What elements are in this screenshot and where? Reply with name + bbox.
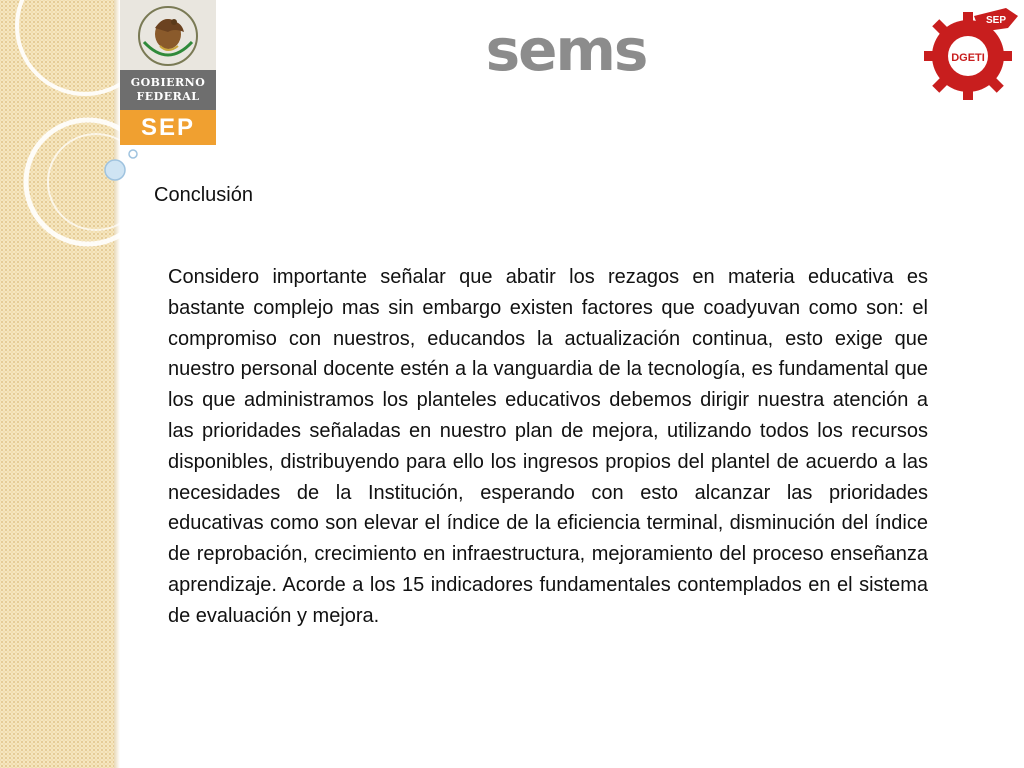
gov-line1: GOBIERNO: [130, 76, 206, 89]
sems-logo-text: sems: [485, 16, 647, 84]
gov-line2: FEDERAL: [136, 90, 200, 103]
conclusion-paragraph: Considero importante señalar que abatir los rezagos en materia educativa es bastante complejo mas sin embargo existen factores que coadyuvan como son: el compromiso con nuestros, educandos la actualización continua, esto exige que nuestro personal docente estén a la vanguardia de la tecnología, es fundamental que los que administramos los planteles educativos debemos dirigir nuestra atención a las prioridades señaladas en nuestro plan de mejora, utilizando todos los recursos disponibles, distribuyendo para ello los ingresos propios del plantel de acuerdo a las necesidades de la Institución, esperando con esto alcanzar las prioridades educativas como son elevar el índice de la eficiencia terminal, disminución del índice de reprobación, crecimiento en infraestructura, mejoramiento del proceso enseñanza aprendizaje. Acorde a los 15 indicadores fundamentales contemplados en el sistema de evaluación y mejora.: [168, 266, 928, 627]
dgeti-badge: SEP: [985, 15, 1007, 26]
dgeti-gear-logo: [918, 2, 1022, 106]
gobierno-federal-sep-logo: [120, 0, 216, 145]
dgeti-letters: DGETI: [951, 52, 985, 64]
deco-ring-inner: [48, 134, 144, 230]
sep-label: SEP: [120, 110, 216, 145]
slide-title: Conclusión: [154, 184, 253, 206]
sems-logo: [474, 18, 658, 82]
mexican-eagle-seal-icon: [134, 2, 202, 68]
deco-bubble-large: [105, 160, 125, 180]
gobierno-federal-band: [120, 70, 216, 110]
deco-bubble-small: [129, 150, 137, 158]
